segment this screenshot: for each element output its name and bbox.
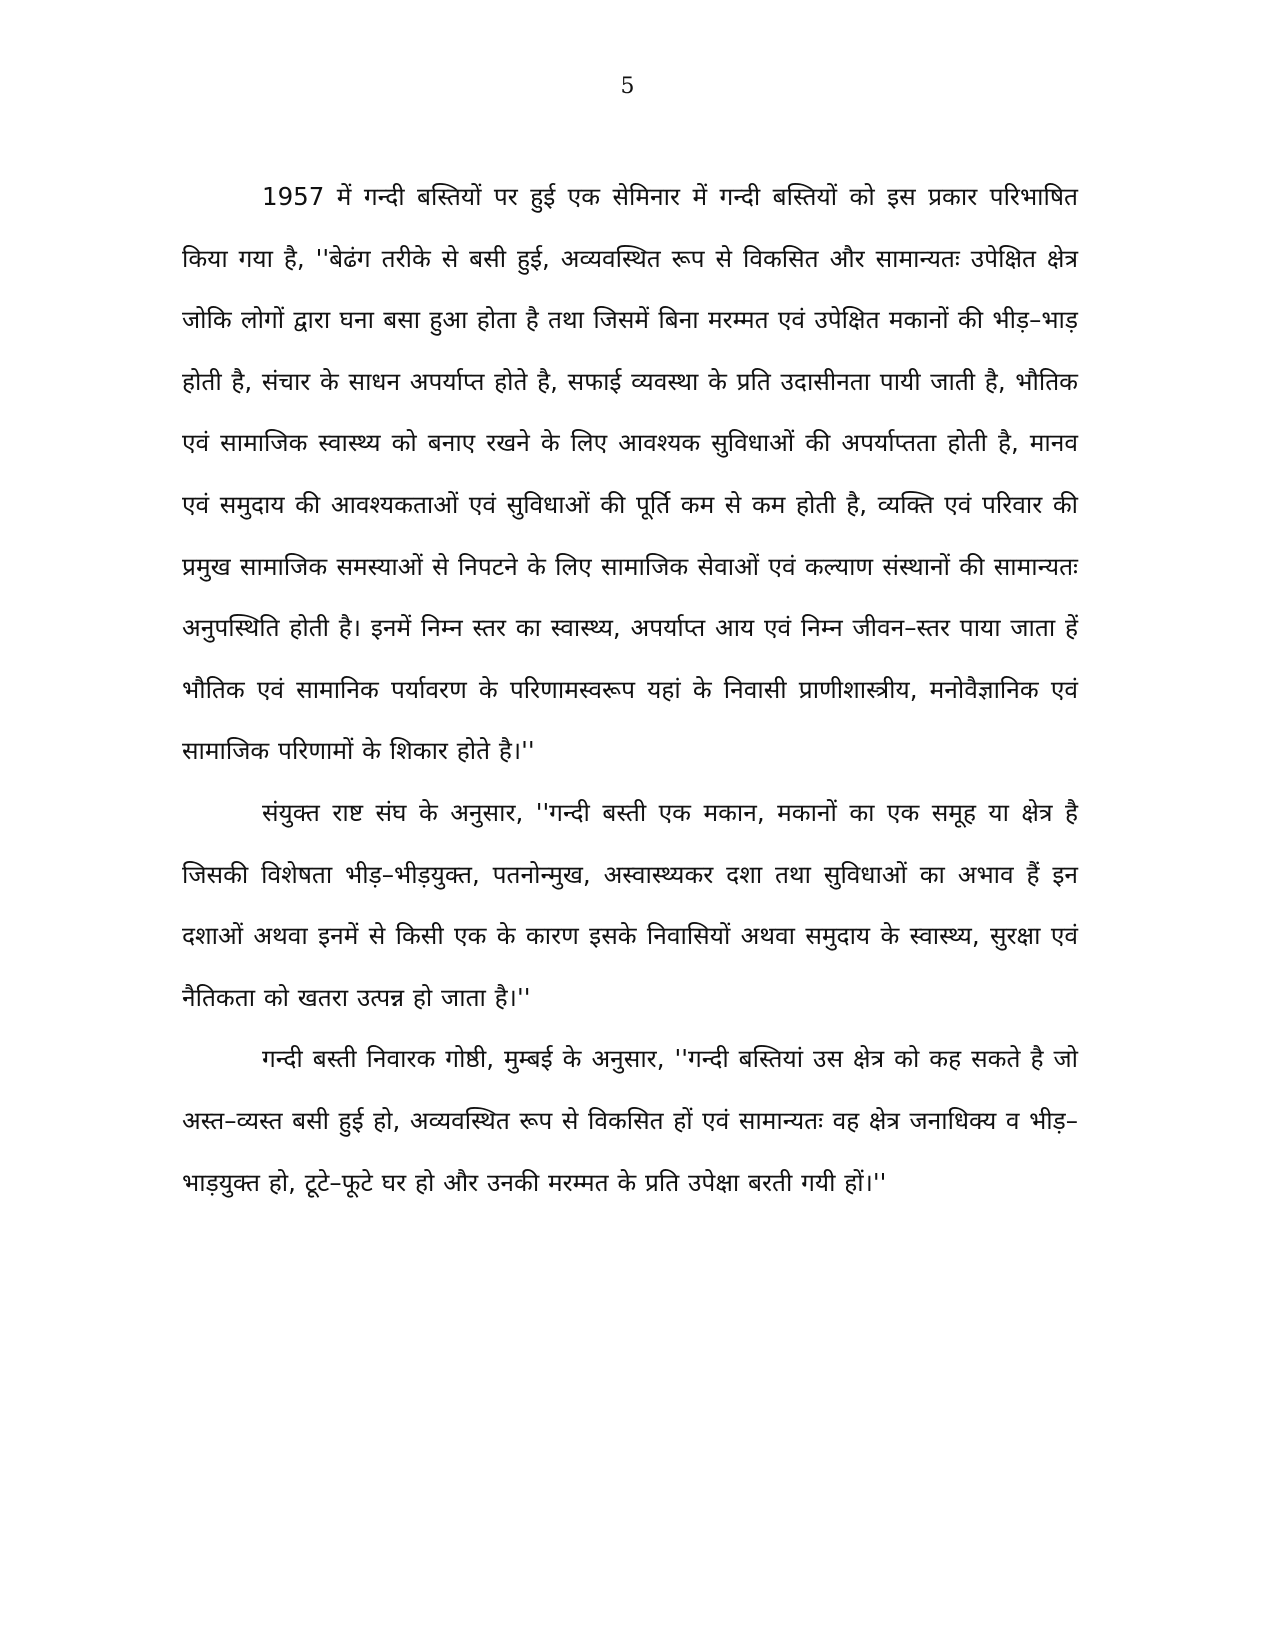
paragraph-un-definition: संयुक्त राष्ट संघ के अनुसार, ''गन्दी बस्ती एक मकान, मकानों का एक समूह या क्षेत्र है जिसकी विशेषता भीड़–भीड़युक्त, पतनोन्मुख, अस्वास्थ्यकर दशा तथा सुविधाओं का अभाव हैं इन दशाओं अथवा इनमें से किसी एक के कारण इसके निवासियों अथवा समुदाय के स्वास्थ्य, सुरक्षा एवं नैतिकता को खतरा उत्पन्न हो जाता है।'' bbox=[182, 797, 1078, 1012]
page-number: 5 bbox=[620, 74, 635, 99]
paragraph-mumbai-definition: गन्दी बस्ती निवारक गोष्ठी, मुम्बई के अनुसार, ''गन्दी बस्तियां उस क्षेत्र को कह सकते है जो अस्त–व्यस्त बसी हुई हो, अव्यवस्थित रूप से विकसित हों एवं सामान्यतः वह क्षेत्र जनाधिक्य व भीड़–भाड़युक्त हो, टूटे–फूटे घर हो और उनकी मरम्मत के प्रति उपेक्षा बरती गयी हों।'' bbox=[182, 1044, 1078, 1197]
document-body bbox=[182, 166, 1078, 1213]
paragraph-seminar-definition: 1957 में गन्दी बस्तियों पर हुई एक सेमिनार में गन्दी बस्तियों को इस प्रकार परिभाषित किया गया है, ''बेढंग तरीके से बसी हुई, अव्यवस्थित रूप से विकसित और सामान्यतः उपेक्षित क्षेत्र जोकि लोगों द्वारा घना बसा हुआ होता है तथा जिसमें बिना मरम्मत एवं उपेक्षित मकानों की भीड़–भाड़ होती है, संचार के साधन अपर्याप्त होते है, सफाई व्यवस्था के प्रति उदासीनता पायी जाती है, भौतिक एवं सामाजिक स्वास्थ्य को बनाए रखने के लिए आवश्यक सुविधाओं की अपर्याप्तता होती है, मानव एवं समुदाय की आवश्यकताओं एवं सुविधाओं की पूर्ति कम से कम होती है, व्यक्ति एवं परिवार की प्रमुख सामाजिक समस्याओं से निपटने के लिए सामाजिक सेवाओं एवं कल्याण संस्थानों की सामान्यतः अनुपस्थिति होती है। इनमें निम्न स्तर का स्वास्थ्य, अपर्याप्त आय एवं निम्न जीवन–स्तर पाया जाता हें भौतिक एवं सामानिक पर्यावरण के परिणामस्वरूप यहां के निवासी प्राणीशास्त्रीय, मनोवैज्ञानिक एवं सामाजिक परिणामों के शिकार होते है।'' bbox=[182, 182, 1078, 766]
